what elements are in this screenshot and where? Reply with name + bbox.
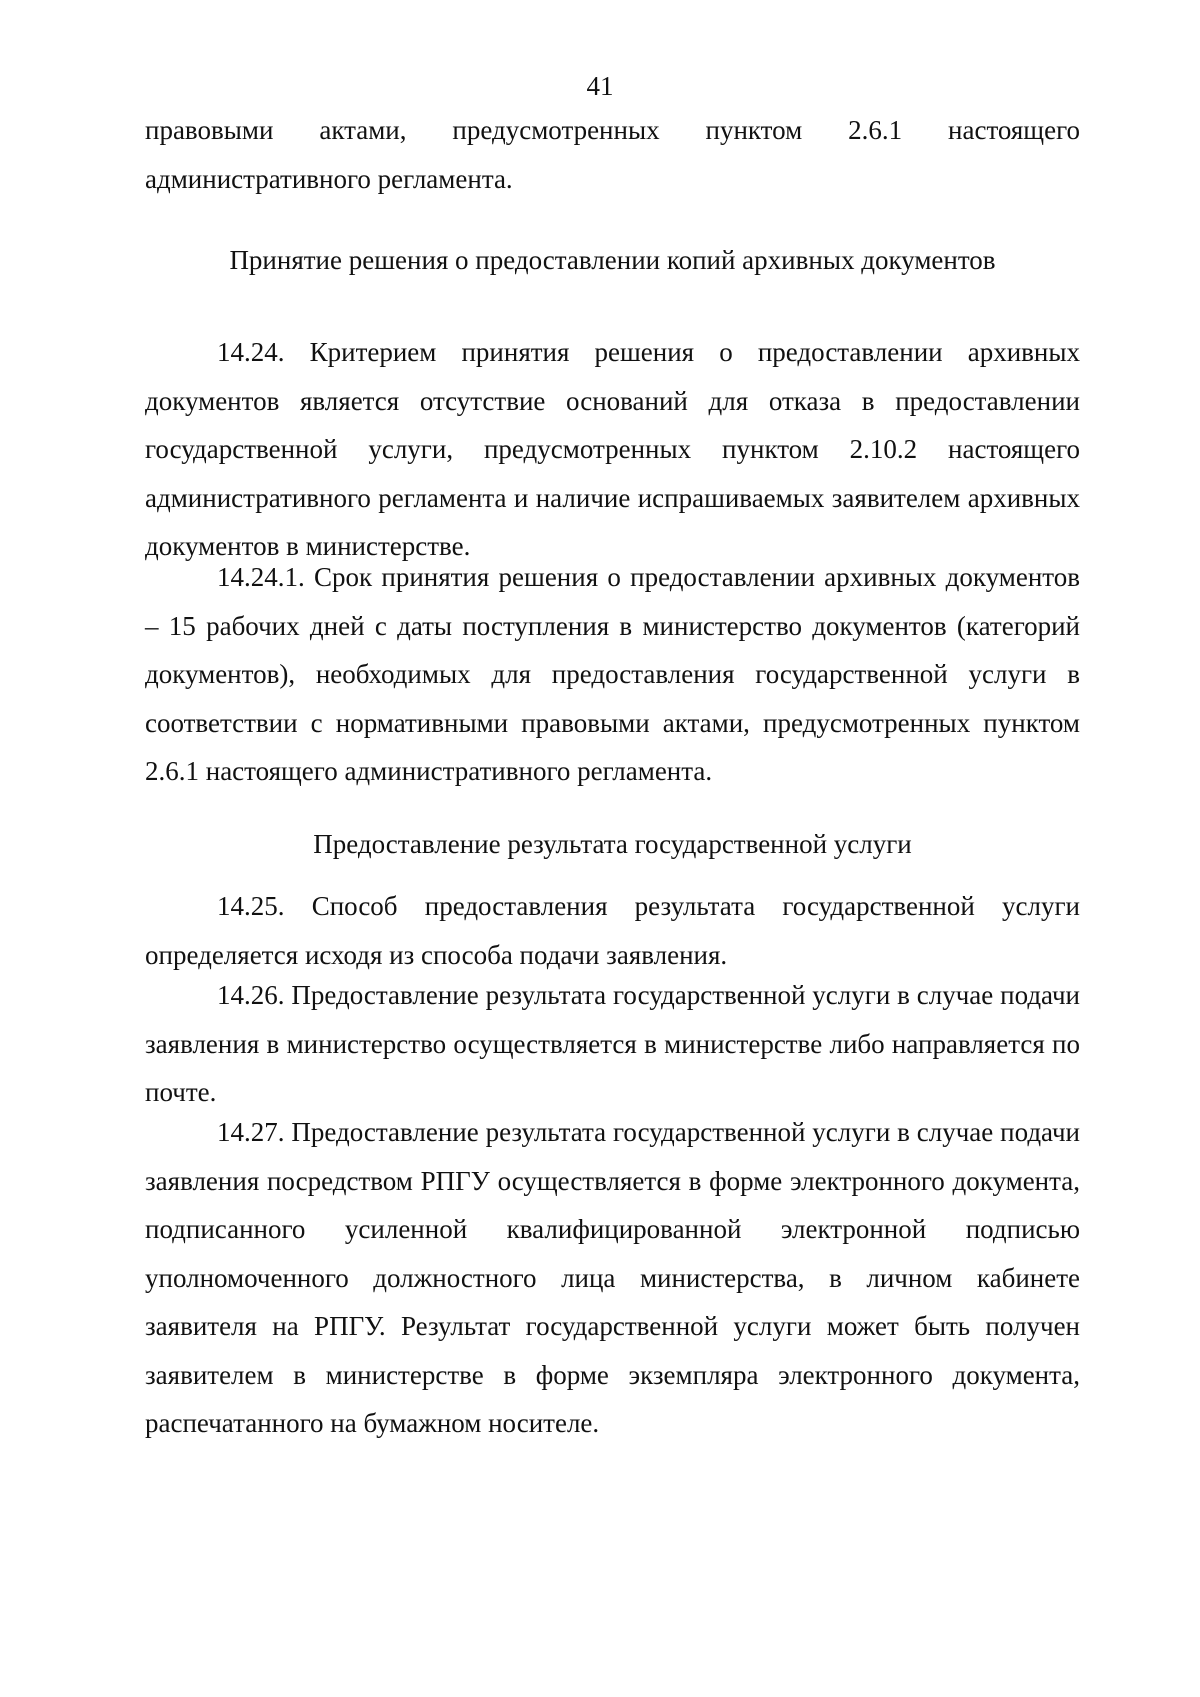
paragraph-block-14-24-1 [145,553,1080,796]
paragraph-block-14-24 [145,328,1080,571]
paragraph-14-24: 14.24. Критерием принятия решения о предоставлении архивных документов является отсутствие оснований для отказа в предоставлении государственной услуги, предусмотренных пунктом 2.10.2 настоящего административного регламента и наличие испрашиваемых заявителем архивных документов в министерстве. [145,337,1080,561]
paragraph-block-14-25 [145,882,1080,979]
page-number: 41 [586,71,614,101]
paragraph-14-25: 14.25. Способ предоставления результата государственной услуги определяется исходя из способа подачи заявления. [145,891,1080,970]
paragraph-block-14-26 [145,971,1080,1117]
continuation-paragraph: правовыми актами, предусмотренных пунктом 2.6.1 настоящего административного регламента. [145,115,1080,194]
section-heading-block-1 [145,236,1080,285]
paragraph-14-27: 14.27. Предоставление результата государственной услуги в случае подачи заявления посредством РПГУ осуществляется в форме электронного документа, подписанного усиленной квалифицированной электронной подписью уполномоченного должностного лица министерства, в личном кабинете заявителя на РПГУ. Результат государственной услуги может быть получен заявителем в министерстве в форме экземпляра электронного документа, распечатанного на бумажном носителе. [145,1117,1080,1438]
section-heading-block-2 [145,820,1080,869]
section-heading-decision: Принятие решения о предоставлении копий архивных документов [229,245,996,275]
continuation-paragraph-block [145,106,1080,203]
paragraph-block-14-27 [145,1108,1080,1448]
section-heading-result: Предоставление результата государственной услуги [313,829,912,859]
paragraph-14-24-1: 14.24.1. Срок принятия решения о предоставлении архивных документов – 15 рабочих дней с даты поступления в министерство документов (категорий документов), необходимых для предоставления государственной услуги в соответствии с нормативными правовыми актами, предусмотренных пунктом 2.6.1 настоящего административного регламента. [145,562,1080,786]
paragraph-14-26: 14.26. Предоставление результата государственной услуги в случае подачи заявления в министерство осуществляется в министерстве либо направляется по почте. [145,980,1080,1107]
